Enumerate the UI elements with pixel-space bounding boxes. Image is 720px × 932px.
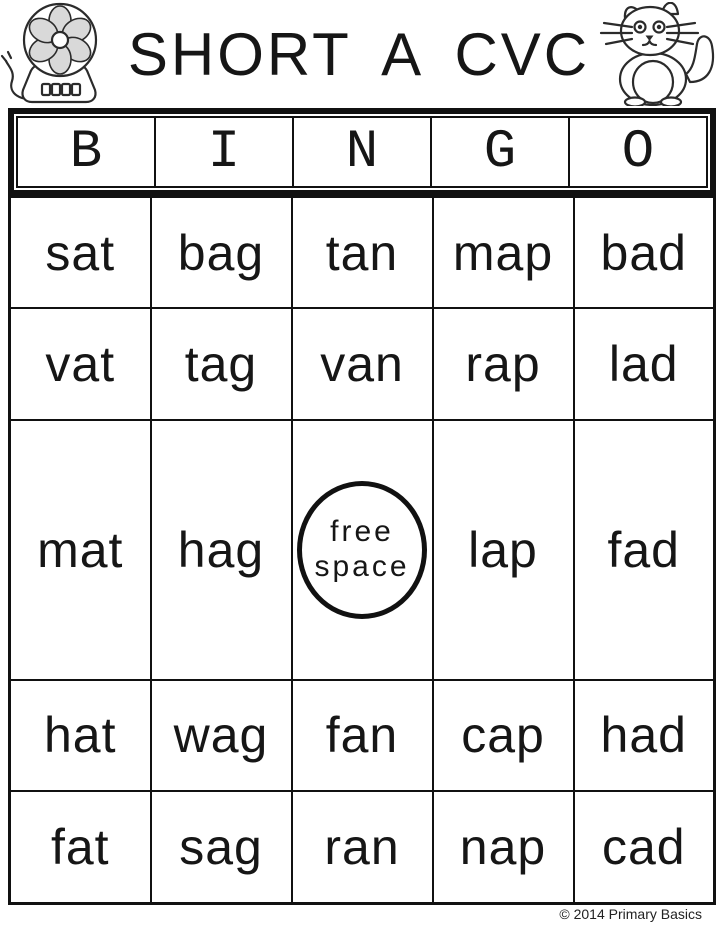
free-space-line2: space	[314, 549, 410, 583]
grid-row-1	[10, 197, 715, 308]
word-cell: cad	[574, 791, 715, 903]
bingo-letter-n: N	[292, 118, 430, 186]
word-cell: van	[292, 308, 433, 419]
word-cell: bag	[151, 197, 292, 308]
worksheet-header	[0, 0, 720, 108]
word-cell: lap	[433, 420, 574, 680]
word-cell: bad	[574, 197, 715, 308]
word-cell: nap	[433, 791, 574, 903]
grid-row-3	[10, 420, 715, 680]
bingo-header-row	[8, 108, 716, 196]
word-cell: vat	[10, 308, 151, 419]
word-cell: hag	[151, 420, 292, 680]
word-cell: cap	[433, 680, 574, 791]
grid-row-5	[10, 791, 715, 903]
word-cell: wag	[151, 680, 292, 791]
word-cell: map	[433, 197, 574, 308]
copyright-text: © 2014 Primary Basics	[559, 906, 702, 922]
word-grid	[8, 196, 716, 905]
bingo-letter-g: G	[430, 118, 568, 186]
word-cell: mat	[10, 420, 151, 680]
free-space-cell	[292, 420, 433, 680]
word-cell: hat	[10, 680, 151, 791]
word-cell: sag	[151, 791, 292, 903]
word-cell: fad	[574, 420, 715, 680]
grid-row-4	[10, 680, 715, 791]
word-cell: sat	[10, 197, 151, 308]
fan-icon	[0, 2, 120, 106]
free-space-circle	[297, 481, 427, 619]
word-cell: had	[574, 680, 715, 791]
bingo-letter-b: B	[69, 121, 103, 183]
bingo-letter-i: I	[154, 118, 292, 186]
word-cell: ran	[292, 791, 433, 903]
word-cell: tag	[151, 308, 292, 419]
grid-row-2	[10, 308, 715, 419]
free-space-line1: free	[330, 515, 394, 549]
word-cell: lad	[574, 308, 715, 419]
cat-icon	[598, 2, 720, 106]
page-title: SHORT A CVC	[127, 20, 591, 88]
bingo-letter-cells	[16, 116, 708, 188]
bingo-letter-o: O	[568, 118, 706, 186]
word-cell: fan	[292, 680, 433, 791]
word-cell: tan	[292, 197, 433, 308]
word-cell: fat	[10, 791, 151, 903]
word-cell: rap	[433, 308, 574, 419]
